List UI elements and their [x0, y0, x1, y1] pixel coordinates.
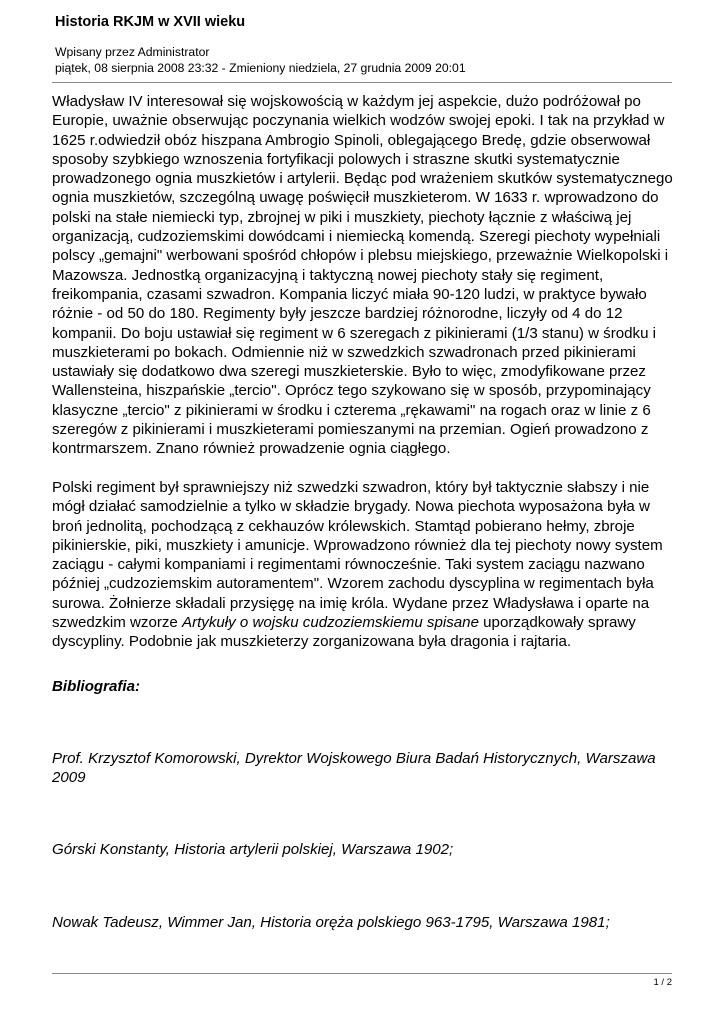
article-title: Historia RKJM w XVII wieku [55, 14, 246, 30]
bibliography-item: Górski Konstanty, Historia artylerii polskiej, Warszawa 1902; [52, 841, 454, 858]
footer-divider [52, 973, 672, 974]
page-number: 1 / 2 [653, 977, 672, 988]
bibliography-item: Prof. Krzysztof Komorowski, Dyrektor Wojskowego Biura Badań Historycznych, Warszawa 2009 [52, 750, 656, 787]
paragraph-2-text-end: uporządkowały sprawy dyscypliny. Podobnie jak muszkieterzy zorganizowana była dragonia i rajtaria. [52, 614, 636, 651]
body-paragraph-1: Władysław IV interesował się wojskowością w każdym jej aspekcie, dużo podróżował po Europie, uważnie obserwując poczynania wielkich wodzów swojej epoki. I tak na przykład w 1625 r.odwiedził obóz hiszpana Ambrogio Spinoli, oblegającego Bredę, gdzie obserwował sposoby szybkiego wznoszenia fortyfikacji polowych i straszne skutki systematycznie prowadzonego ognia muszkietów i artylerii. Będąc pod wrażeniem skutków systematycznego ognia muszkietów, szczególną uwagę poświęcił muszkieterom. W 1633 r. wprowadzono do polski na stałe niemiecki typ, zbrojnej w piki i muszkiety, piechoty łącznie z właściwą jej organizacją, cudzoziemskimi dowódcami i niemiecką komendą. Szeregi piechoty wypełniali polscy „gemajni" werbowani spośród chłopów i plebsu miejskiego, przeważnie Wielkopolski i Mazowsza. Jednostką organizacyjną i taktyczną nowej piechoty stały się regiment, freikompania, czasami szwadron. Kompania liczyć miała 90-120 ludzi, w praktyce bywało różnie - od 50 do 180. Regimenty były jeszcze bardziej różnorodne, liczyły od 4 do 12 kompanii. Do boju ustawiał się regiment w 6 szeregach z pikinierami (1/3 stanu) w środku i muszkieterami po bokach. Odmiennie niż w szwedzkich szwadronach przed pikinierami ustawiały się dodatkowo dwa szeregi muszkieterskie. Było to więc, zmodyfikowane przez Wallensteina, hiszpańskie „tercio". Oprócz tego szykowano się w sposób, przypominający klasyczne „tercio" z pikinierami w środku i czterema „rękawami" na rogach oraz w linie z 6 szeregów z pikinierami i muszkieterami pomieszanymi na przemian. Ogień prowadzono z kontrmarszem. Znano również prowadzenie ognia ciągłego. [52, 93, 673, 458]
cited-title: Artykuły o wojsku cudzoziemskiemu spisane [182, 614, 479, 632]
article-body [52, 92, 678, 671]
body-paragraph-2 [52, 478, 678, 652]
date-line: piątek, 08 sierpnia 2008 23:32 - Zmieniony niedziela, 27 grudnia 2009 20:01 [55, 61, 466, 75]
header-divider [52, 82, 672, 83]
paragraph-2-text-start: Polski regiment był sprawniejszy niż szwedzki szwadron, który był taktycznie słabszy i nie mógł działać samodzielnie a tylko w składzie brygady. Nowa piechota wyposażona była w broń jednolitą, pochodzącą z cekhauzów królewskich. Stamtąd pobierano hełmy, zbroje pikinierskie, piki, muszkiety i amunicje. Wprowadzono również dla tej piechoty nowy system zaciągu - całymi kompaniami i regimentami równocześnie. Taki system zaciągu nazwano później „cudzoziemskim autoramentem". Wzorem zachodu dyscyplina w regimentach była surowa. Żołnierze składali przysięgę na imię króla. Wydane przez Władysława i oparte na szwedzkim wzorze [52, 478, 663, 632]
bibliography-item: Nowak Tadeusz, Wimmer Jan, Historia oręża polskiego 963-1795, Warszawa 1981; [52, 914, 610, 931]
bibliography-heading: Bibliografia: [52, 678, 141, 695]
author-line: Wpisany przez Administrator [55, 45, 210, 59]
article-meta [55, 44, 466, 76]
